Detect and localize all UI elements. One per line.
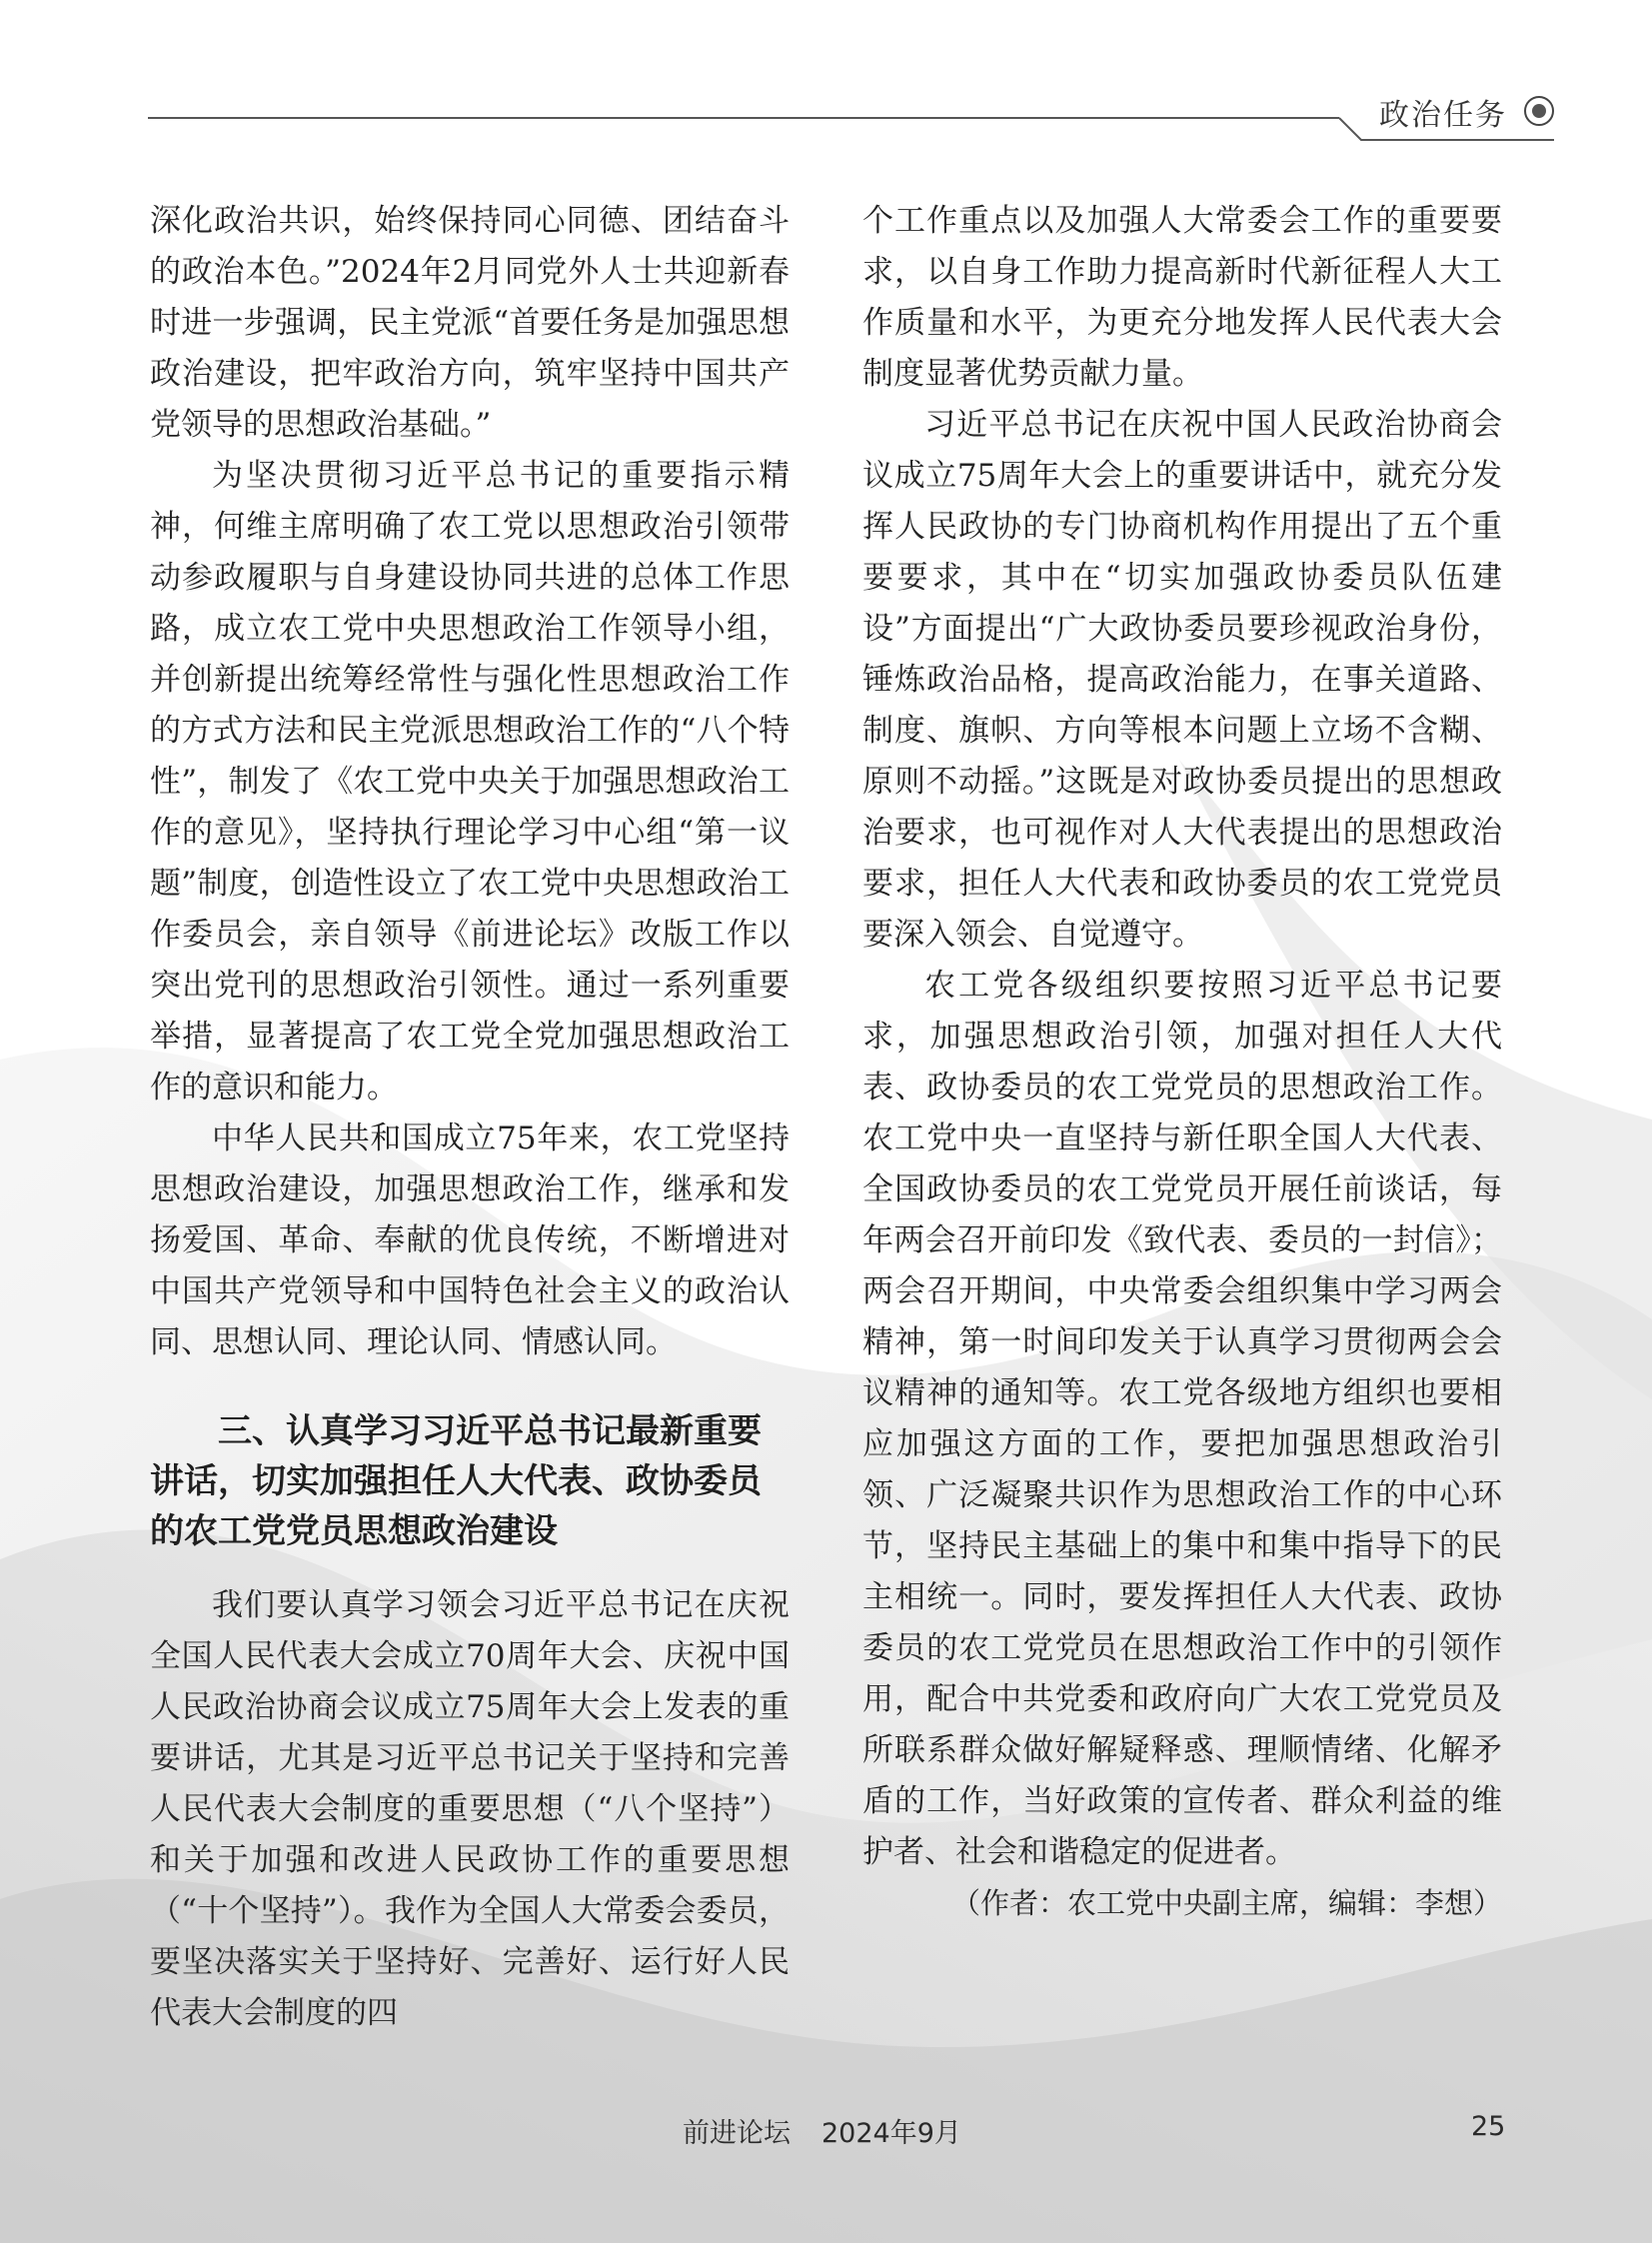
paragraph: 中华人民共和国成立75年来，农工党坚持思想政治建设，加强思想政治工作，继承和发扬爱国、革命、奉献的优良传统，不断增进对中国共产党领导和中国特色社会主义的政治认同、思想认同、理论认同、情感认同。 [150,1121,790,1360]
publication-name: 前进论坛 [683,2118,791,2149]
author-note: （作者：农工党中央副主席，编辑：李想） [950,1886,1502,1920]
section-heading: 三、认真学习习近平总书记最新重要讲话，切实加强担任人大代表、政协委员的农工党党员思想政治建设 [150,1411,762,1551]
target-circle-icon [1525,97,1553,125]
header-rule [0,0,1652,160]
paragraph: 个工作重点以及加强人大常委会工作的重要要求，以自身工作助力提高新时代新征程人大工作质量和水平，为更充分地发挥人民代表大会制度显著优势贡献力量。 [862,203,1502,392]
page-number: 25 [1471,2111,1506,2142]
issue-date: 2024年9月 [822,2118,961,2149]
paragraph: 为坚决贯彻习近平总书记的重要指示精神，何维主席明确了农工党以思想政治引领带动参政履职与自身建设协同共进的总体工作思路，成立农工党中央思想政治工作领导小组，并创新提出统筹经常性与强化性思想政治工作的方式方法和民主党派思想政治工作的“八个特性”，制发了《农工党中央关于加强思想政治工作的意见》，坚持执行理论学习中心组“第一议题”制度，创造性设立了农工党中央思想政治工作委员会，亲自领导《前进论坛》改版工作以突出党刊的思想政治引领性。通过一系列重要举措，显著提高了农工党全党加强思想政治工作的意识和能力。 [150,458,790,1106]
paragraph: 农工党各级组织要按照习近平总书记要求，加强思想政治引领，加强对担任人大代表、政协委员的农工党党员的思想政治工作。农工党中央一直坚持与新任职全国人大代表、全国政协委员的农工党党员开展任前谈话，每年两会召开前印发《致代表、委员的一封信》；两会召开期间，中央常委会组织集中学习两会精神，第一时间印发关于认真学习贯彻两会会议精神的通知等。农工党各级地方组织也要相应加强这方面的工作，要把加强思想政治引领、广泛凝聚共识作为思想政治工作的中心环节，坚持民主基础上的集中和集中指导下的民主相统一。同时，要发挥担任人大代表、政协委员的农工党党员在思想政治工作中的引领作用，配合中共党委和政府向广大农工党党员及所联系群众做好解疑释惑、理顺情绪、化解矛盾的工作，当好政策的宣传者、群众利益的维护者、社会和谐稳定的促进者。 [862,968,1502,1870]
paragraph: 深化政治共识，始终保持同心同德、团结奋斗的政治本色。”2024年2月同党外人士共迎新春时进一步强调，民主党派“首要任务是加强思想政治建设，把牢政治方向，筑牢坚持中国共产党领导的思想政治基础。” [150,203,790,443]
left-column [150,196,790,2039]
paragraph: 习近平总书记在庆祝中国人民政治协商会议成立75周年大会上的重要讲话中，就充分发挥人民政协的专门协商机构作用提出了五个重要要求，其中在“切实加强政协委员队伍建设”方面提出“广大政协委员要珍视政治身份，锤炼政治品格，提高政治能力，在事关道路、制度、旗帜、方向等根本问题上立场不含糊、原则不动摇。”这既是对政协委员提出的思想政治要求，也可视作对人大代表提出的思想政治要求，担任人大代表和政协委员的农工党党员要深入领会、自觉遵守。 [862,407,1502,953]
right-column [862,196,1502,1928]
paragraph: 我们要认真学习领会习近平总书记在庆祝全国人民代表大会成立70周年大会、庆祝中国人民政治协商会议成立75周年大会上发表的重要讲话，尤其是习近平总书记关于坚持和完善人民代表大会制度的重要思想（“八个坚持”）和关于加强和改进人民政协工作的重要思想（“十个坚持”）。我作为全国人大常委会委员，要坚决落实关于坚持好、完善好、运行好人民代表大会制度的四 [150,1587,790,2031]
section-label: 政治任务 [1379,98,1507,133]
